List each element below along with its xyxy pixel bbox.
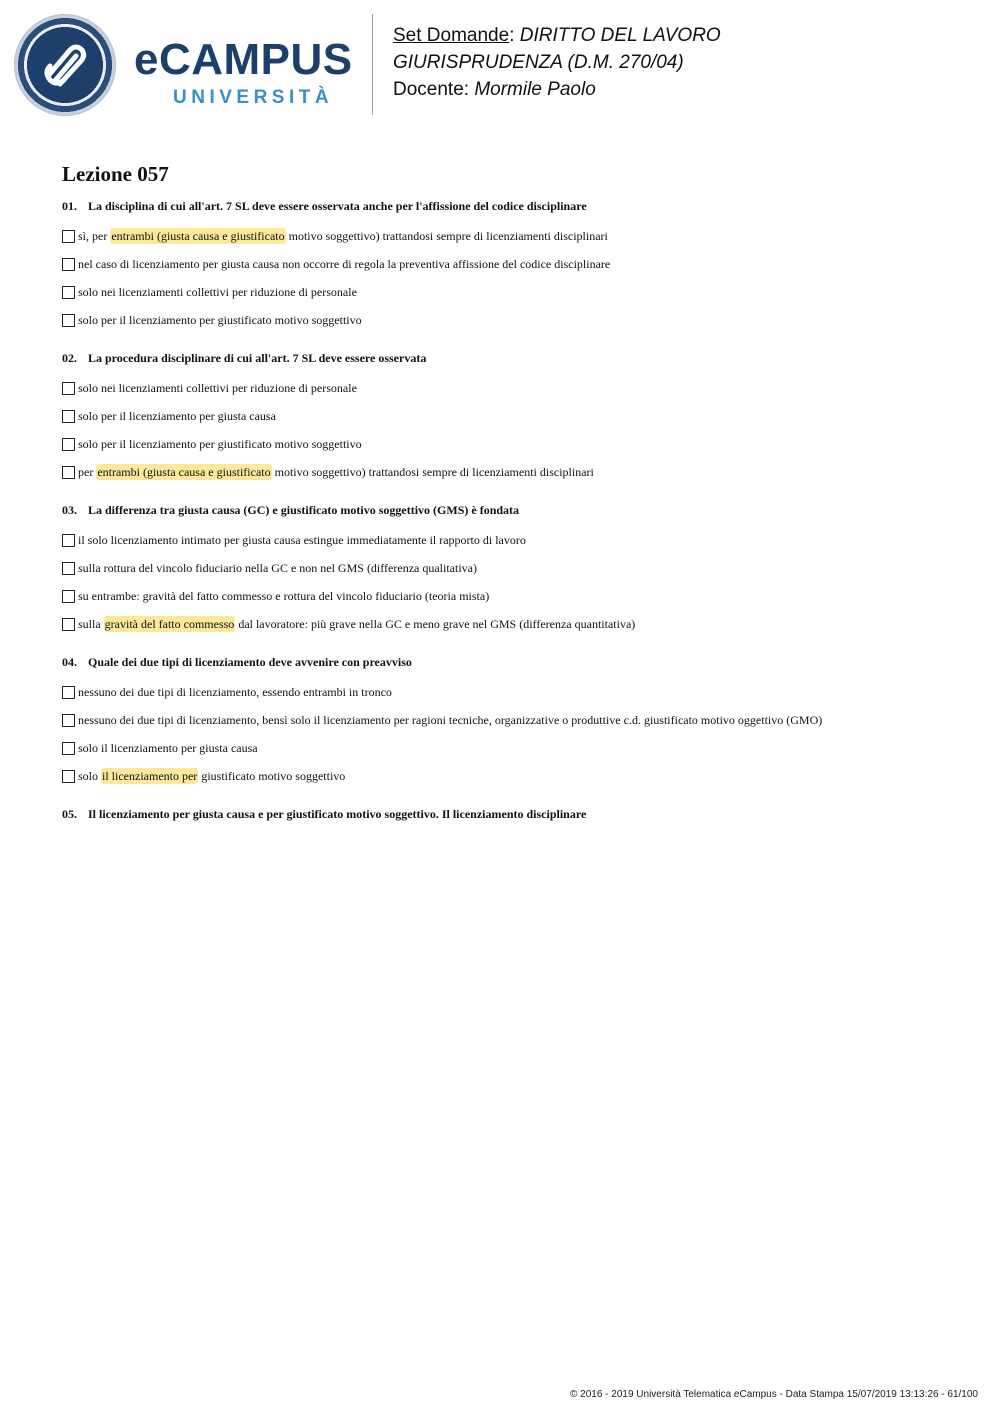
answer-highlight: entrambi (giusta causa e giustificato bbox=[97, 464, 271, 479]
question-text bbox=[62, 350, 962, 366]
answer-text: nessuno dei due tipi di licenziamento, bensì solo il licenziamento per ragioni tecniche, organizzative o produttive c.d. giustificato motivo oggettivo (GMO) bbox=[78, 712, 823, 727]
answer-option bbox=[62, 734, 962, 762]
answer-option bbox=[62, 374, 962, 402]
answer-checkbox[interactable] bbox=[62, 590, 75, 603]
answer-highlight: gravità del fatto commesso bbox=[104, 616, 235, 631]
logo-wordmark: eCAMPUS bbox=[134, 35, 353, 84]
question bbox=[62, 806, 962, 822]
answer-text-rest: dal lavoratore: più grave nella GC e meno grave nel GMS (differenza quantitativa) bbox=[235, 616, 636, 631]
answer-checkbox[interactable] bbox=[62, 686, 75, 699]
answer-label bbox=[78, 465, 594, 480]
answer-text: solo per il licenziamento per giustificato motivo soggettivo bbox=[78, 312, 362, 327]
answer-text: nessuno dei due tipi di licenziamento, essendo entrambi in tronco bbox=[78, 684, 392, 699]
answer-label bbox=[78, 741, 258, 756]
answer-checkbox[interactable] bbox=[62, 534, 75, 547]
answer-label bbox=[78, 437, 362, 452]
answer-checkbox[interactable] bbox=[62, 410, 75, 423]
answer-label bbox=[78, 713, 822, 728]
question-number: 03. bbox=[62, 503, 77, 517]
teacher-name: Mormile Paolo bbox=[474, 79, 596, 100]
answer-text: solo per il licenziamento per giustificato motivo soggettivo bbox=[78, 436, 362, 451]
answer-option bbox=[62, 458, 962, 486]
answer-label bbox=[78, 561, 477, 576]
answer-checkbox[interactable] bbox=[62, 314, 75, 327]
header-divider bbox=[372, 14, 373, 115]
course-name: GIURISPRUDENZA (D.M. 270/04) bbox=[393, 52, 684, 73]
answer-checkbox[interactable] bbox=[62, 230, 75, 243]
question-number: 02. bbox=[62, 351, 77, 365]
answer-label bbox=[78, 769, 345, 784]
answer-label bbox=[78, 409, 276, 424]
question-set bbox=[62, 160, 962, 838]
question-text bbox=[62, 502, 962, 518]
answer-option bbox=[62, 762, 962, 790]
answer-text: sì, per bbox=[78, 228, 111, 243]
answer-text: solo nei licenziamenti collettivi per riduzione di personale bbox=[78, 380, 357, 395]
question-text bbox=[62, 806, 962, 822]
question bbox=[62, 502, 962, 638]
answer-option bbox=[62, 430, 962, 458]
answer-option bbox=[62, 526, 962, 554]
answer-checkbox[interactable] bbox=[62, 562, 75, 575]
answer-text: il solo licenziamento intimato per giusta causa estingue immediatamente il rapporto di lavoro bbox=[78, 532, 526, 547]
answer-text-rest: motivo soggettivo) trattandosi sempre di licenziamenti disciplinari bbox=[271, 464, 594, 479]
question-prompt: La disciplina di cui all'art. 7 SL deve essere osservata anche per l'affissione del codice disciplinare bbox=[88, 199, 587, 213]
answer-option bbox=[62, 610, 962, 638]
logo-subtitle: UNIVERSITÀ bbox=[173, 87, 334, 108]
answer-label bbox=[78, 313, 362, 328]
answer-label bbox=[78, 381, 357, 396]
answer-checkbox[interactable] bbox=[62, 382, 75, 395]
university-seal-icon bbox=[14, 14, 116, 116]
question-prompt: La differenza tra giusta causa (GC) e giustificato motivo soggettivo (GMS) è fondata bbox=[88, 503, 520, 517]
question-number: 01. bbox=[62, 199, 77, 213]
question-number: 05. bbox=[62, 807, 77, 821]
answer-checkbox[interactable] bbox=[62, 438, 75, 451]
answer-text: solo nei licenziamenti collettivi per riduzione di personale bbox=[78, 284, 357, 299]
question bbox=[62, 654, 962, 790]
set-title: DIRITTO DEL LAVORO bbox=[519, 25, 721, 46]
answer-text: su entrambe: gravità del fatto commesso e rottura del vincolo fiduciario (teoria mista) bbox=[78, 588, 490, 603]
answer-text: sulla rottura del vincolo fiduciario nella GC e non nel GMS (differenza qualitativa) bbox=[78, 560, 477, 575]
answer-option bbox=[62, 554, 962, 582]
answer-text: solo per il licenziamento per giusta causa bbox=[78, 408, 276, 423]
answer-checkbox[interactable] bbox=[62, 618, 75, 631]
answer-text: solo bbox=[78, 768, 102, 783]
answer-checkbox[interactable] bbox=[62, 770, 75, 783]
answer-label bbox=[78, 617, 635, 632]
answer-text: solo il licenziamento per giusta causa bbox=[78, 740, 258, 755]
answer-checkbox[interactable] bbox=[62, 286, 75, 299]
answer-checkbox[interactable] bbox=[62, 742, 75, 755]
answer-text: per bbox=[78, 464, 97, 479]
answer-label bbox=[78, 589, 489, 604]
question-list bbox=[62, 198, 962, 822]
answer-highlight: il licenziamento per bbox=[102, 768, 198, 783]
answer-option bbox=[62, 278, 962, 306]
set-info: Set Domande: DIRITTO DEL LAVORO GIURISPRUDENZA (D.M. 270/04) Docente: Mormile Paolo bbox=[393, 25, 721, 100]
teacher-label: Docente: bbox=[393, 79, 470, 100]
answer-option bbox=[62, 678, 962, 706]
question bbox=[62, 350, 962, 486]
answer-checkbox[interactable] bbox=[62, 466, 75, 479]
lesson-title: Lezione 057 bbox=[62, 162, 169, 186]
page-footer: © 2016 - 2019 Università Telematica eCampus - Data Stampa 15/07/2019 13:13:26 - 61/100 bbox=[570, 1389, 978, 1400]
answer-option bbox=[62, 250, 962, 278]
answer-checkbox[interactable] bbox=[62, 258, 75, 271]
answer-option bbox=[62, 306, 962, 334]
answer-option bbox=[62, 222, 962, 250]
answer-option bbox=[62, 582, 962, 610]
page-header bbox=[0, 0, 1000, 130]
answer-text-rest: motivo soggettivo) trattandosi sempre di licenziamenti disciplinari bbox=[285, 228, 608, 243]
question-prompt: Il licenziamento per giusta causa e per giustificato motivo soggettivo. Il licenziamento disciplinare bbox=[88, 807, 587, 821]
question-text bbox=[62, 198, 962, 214]
answer-text: sulla bbox=[78, 616, 104, 631]
question-number: 04. bbox=[62, 655, 77, 669]
question-text bbox=[62, 654, 962, 670]
answer-option bbox=[62, 706, 962, 734]
question bbox=[62, 198, 962, 334]
answer-highlight: entrambi (giusta causa e giustificato bbox=[111, 228, 285, 243]
set-label: Set Domande bbox=[393, 25, 510, 46]
answer-label bbox=[78, 685, 392, 700]
question-prompt: Quale dei due tipi di licenziamento deve avvenire con preavviso bbox=[88, 655, 412, 669]
answer-text-rest: giustificato motivo soggettivo bbox=[198, 768, 346, 783]
answer-checkbox[interactable] bbox=[62, 714, 75, 727]
answer-label bbox=[78, 285, 357, 300]
answer-label bbox=[78, 533, 526, 548]
answer-text: nel caso di licenziamento per giusta causa non occorre di regola la preventiva affissione del codice disciplinare bbox=[78, 256, 611, 271]
question-prompt: La procedura disciplinare di cui all'art. 7 SL deve essere osservata bbox=[88, 351, 427, 365]
answer-label bbox=[78, 229, 608, 244]
answer-option bbox=[62, 402, 962, 430]
answer-label bbox=[78, 257, 610, 272]
